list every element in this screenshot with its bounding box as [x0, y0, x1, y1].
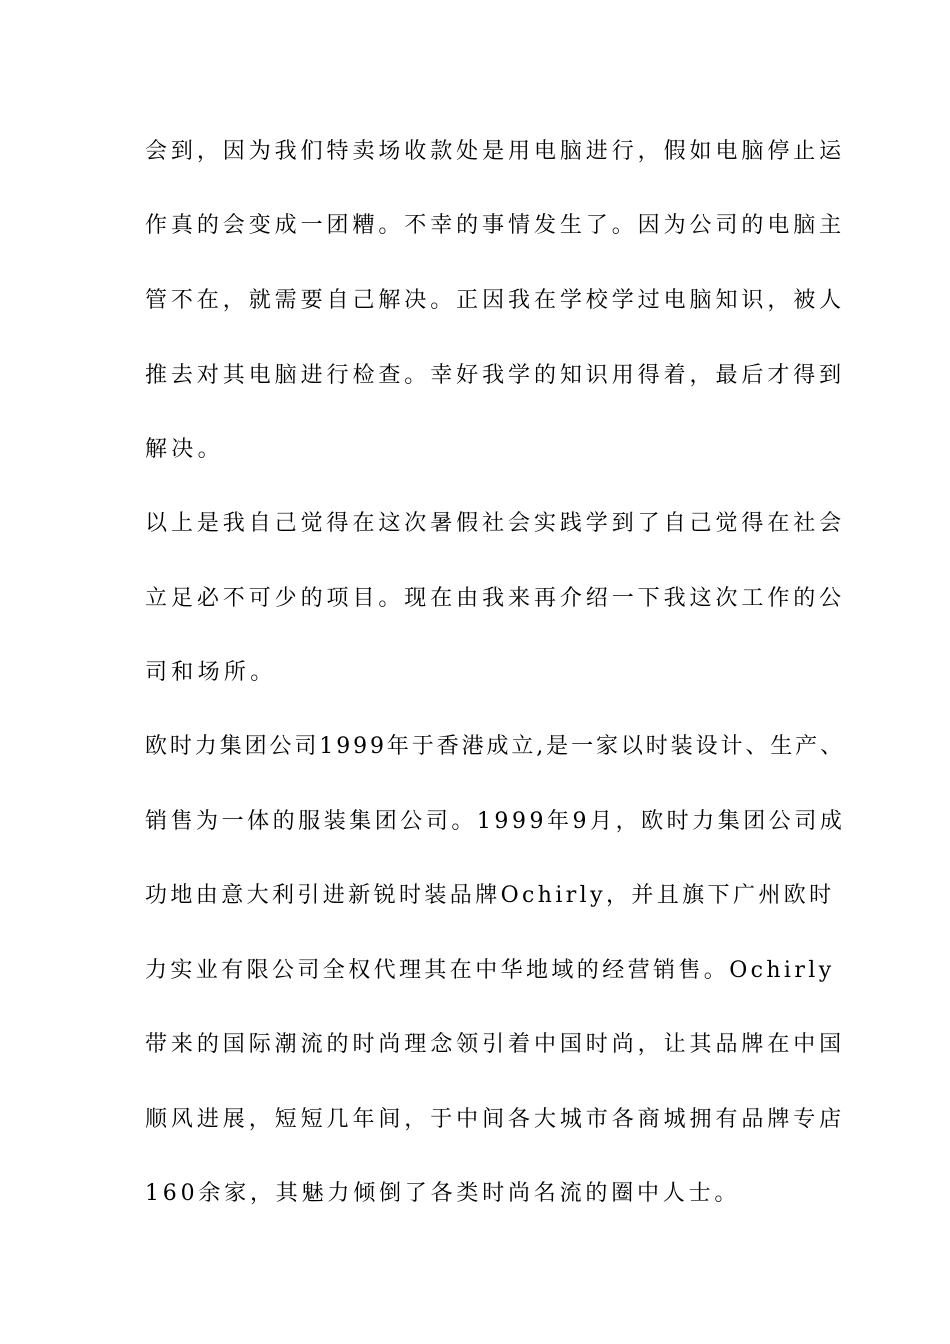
- text-line: 立足必不可少的项目。现在由我来再介绍一下我这次工作的公: [145, 586, 846, 611]
- text-line: 160余家，其魅力倾倒了各类时尚名流的圈中人士。: [145, 1181, 741, 1206]
- text-line: 功地由意大利引进新锐时装品牌Ochirly，并且旗下广州欧时: [145, 883, 835, 908]
- text-line: 推去对其电脑进行检查。幸好我学的知识用得着，最后才得到: [145, 363, 846, 388]
- text-line: 顺风进展，短短几年间，于中间各大城市各商城拥有品牌专店: [145, 1107, 846, 1132]
- text-line: 管不在，就需要自己解决。正因我在学校学过电脑知识，被人: [145, 288, 846, 313]
- text-line: 会到，因为我们特卖场收款处是用电脑进行，假如电脑停止运: [145, 139, 846, 164]
- text-line: 解决。: [145, 437, 224, 462]
- text-line: 欧时力集团公司1999年于香港成立,是一家以时装设计、生产、: [145, 734, 845, 759]
- text-line: 力实业有限公司全权代理其在中华地域的经营销售。Ochirly: [145, 958, 835, 983]
- text-line: 带来的国际潮流的时尚理念领引着中国时尚，让其品牌在中国: [145, 1032, 846, 1057]
- text-line: 销售为一体的服装集团公司。1999年9月，欧时力集团公司成: [145, 809, 846, 834]
- text-line: 作真的会变成一团糟。不幸的事情发生了。因为公司的电脑主: [145, 213, 846, 238]
- text-line: 司和场所。: [145, 660, 277, 685]
- text-line: 以上是我自己觉得在这次暑假社会实践学到了自己觉得在社会: [145, 511, 846, 536]
